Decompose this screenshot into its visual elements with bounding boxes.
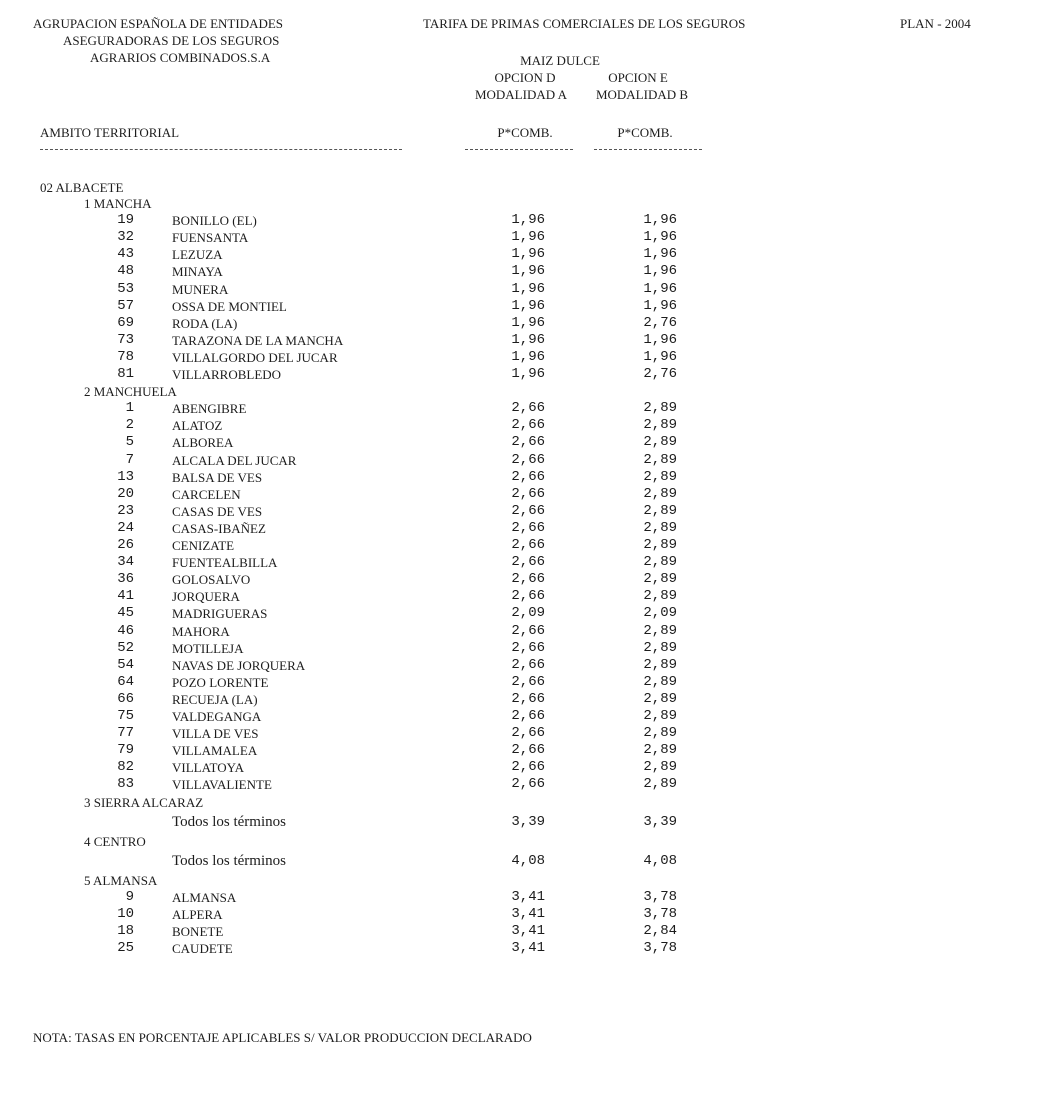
municipality-name: BONILLO (EL) (172, 213, 257, 228)
municipality-code: 18 (117, 923, 134, 939)
premium-rate-option-e: 1,96 (643, 281, 677, 297)
table-row (0, 316, 1039, 333)
premium-rate-option-d: 1,96 (511, 246, 545, 262)
municipality-code: 9 (125, 889, 134, 905)
footnote: NOTA: TASAS EN PORCENTAJE APLICABLES S/ VALOR PRODUCCION DECLARADO (33, 1030, 532, 1045)
municipality-name: Todos los términos (172, 853, 286, 869)
table-row (0, 264, 1039, 281)
table-row (0, 555, 1039, 572)
table-row (0, 350, 1039, 367)
divider-comb-b (594, 149, 702, 150)
premium-rate-option-d: 2,66 (511, 417, 545, 433)
municipality-name: ALBOREA (172, 435, 234, 450)
municipality-name: VILLA DE VES (172, 726, 259, 741)
municipality-name: RODA (LA) (172, 316, 238, 331)
table-row (0, 504, 1039, 521)
municipality-code: 46 (117, 623, 134, 639)
table-row (0, 709, 1039, 726)
municipality-name: MINAYA (172, 264, 223, 279)
table-row (0, 641, 1039, 658)
premium-rate-option-e: 1,96 (643, 246, 677, 262)
table-row (0, 815, 1039, 832)
municipality-code: 1 (125, 400, 134, 416)
municipality-code: 43 (117, 246, 134, 262)
divider-comb-a (465, 149, 573, 150)
municipality-code: 82 (117, 759, 134, 775)
region-heading: 3 SIERRA ALCARAZ (84, 795, 204, 810)
premium-rate-option-d: 2,66 (511, 520, 545, 536)
table-row (0, 333, 1039, 350)
premium-rate-option-e: 2,89 (643, 503, 677, 519)
premium-rate-option-d: 1,96 (511, 212, 545, 228)
municipality-code: 48 (117, 263, 134, 279)
premium-rate-option-d: 2,66 (511, 725, 545, 741)
table-row (0, 435, 1039, 452)
premium-rate-option-d: 1,96 (511, 349, 545, 365)
table-row (0, 453, 1039, 470)
premium-rate-option-e: 2,84 (643, 923, 677, 939)
premium-rate-option-e: 2,89 (643, 469, 677, 485)
table-row (0, 658, 1039, 675)
municipality-code: 19 (117, 212, 134, 228)
municipality-code: 45 (117, 605, 134, 621)
org-name-line-2: ASEGURADORAS DE LOS SEGUROS (63, 33, 280, 48)
premium-rate-option-e: 2,89 (643, 776, 677, 792)
premium-rate-option-e: 4,08 (643, 853, 677, 869)
municipality-code: 81 (117, 366, 134, 382)
premium-rate-option-d: 2,66 (511, 486, 545, 502)
municipality-name: MUNERA (172, 282, 229, 297)
premium-rate-option-d: 2,66 (511, 708, 545, 724)
premium-rate-option-d: 1,96 (511, 332, 545, 348)
municipality-code: 83 (117, 776, 134, 792)
premium-rate-option-e: 2,89 (643, 400, 677, 416)
premium-rate-option-d: 1,96 (511, 366, 545, 382)
municipality-code: 53 (117, 281, 134, 297)
premium-rate-option-d: 3,41 (511, 923, 545, 939)
column-header-comb-b: P*COMB. (617, 125, 673, 140)
municipality-code: 2 (125, 417, 134, 433)
premium-rate-option-d: 2,66 (511, 588, 545, 604)
premium-rate-option-e: 3,78 (643, 889, 677, 905)
premium-rate-option-e: 1,96 (643, 263, 677, 279)
modality-a-label: MODALIDAD A (474, 87, 568, 102)
premium-rate-option-d: 1,96 (511, 281, 545, 297)
municipality-name: MAHORA (172, 624, 230, 639)
municipality-name: JORQUERA (172, 589, 240, 604)
premium-rate-option-e: 2,89 (643, 708, 677, 724)
premium-rate-option-d: 2,66 (511, 776, 545, 792)
premium-rate-option-d: 3,39 (511, 814, 545, 830)
municipality-code: 5 (125, 434, 134, 450)
premium-rate-option-e: 2,89 (643, 640, 677, 656)
premium-rate-option-d: 2,66 (511, 640, 545, 656)
premium-rate-option-d: 1,96 (511, 315, 545, 331)
premium-rate-option-e: 2,89 (643, 554, 677, 570)
region-heading: 4 CENTRO (84, 834, 146, 849)
column-header-comb-a: P*COMB. (497, 125, 553, 140)
municipality-name: OSSA DE MONTIEL (172, 299, 287, 314)
table-row (0, 418, 1039, 435)
premium-rate-option-e: 2,89 (643, 725, 677, 741)
premium-rate-option-e: 2,89 (643, 623, 677, 639)
municipality-name: FUENTEALBILLA (172, 555, 278, 570)
premium-rate-option-e: 1,96 (643, 212, 677, 228)
table-row (0, 924, 1039, 941)
municipality-code: 41 (117, 588, 134, 604)
table-row (0, 572, 1039, 589)
municipality-name: BONETE (172, 924, 224, 939)
premium-rate-option-e: 1,96 (643, 298, 677, 314)
table-row (0, 743, 1039, 760)
premium-rate-option-e: 2,89 (643, 537, 677, 553)
premium-rate-option-d: 2,66 (511, 503, 545, 519)
premium-rate-option-d: 3,41 (511, 940, 545, 956)
municipality-name: MOTILLEJA (172, 641, 244, 656)
table-row (0, 624, 1039, 641)
municipality-code: 78 (117, 349, 134, 365)
column-header-territory: AMBITO TERRITORIAL (40, 125, 180, 140)
municipality-name: GOLOSALVO (172, 572, 251, 587)
premium-rate-option-d: 2,66 (511, 469, 545, 485)
table-row (0, 247, 1039, 264)
municipality-name: CENIZATE (172, 538, 235, 553)
municipality-name: ALCALA DEL JUCAR (172, 453, 297, 468)
premium-rate-option-d: 2,66 (511, 623, 545, 639)
table-row (0, 213, 1039, 230)
table-row (0, 487, 1039, 504)
municipality-name: CASAS-IBAÑEZ (172, 521, 266, 536)
premium-rate-option-e: 3,39 (643, 814, 677, 830)
municipality-name: VALDEGANGA (172, 709, 262, 724)
premium-rate-option-d: 2,66 (511, 434, 545, 450)
table-row (0, 606, 1039, 623)
premium-rate-option-e: 2,89 (643, 742, 677, 758)
municipality-name: ALATOZ (172, 418, 223, 433)
municipality-name: LEZUZA (172, 247, 223, 262)
premium-rate-option-d: 1,96 (511, 298, 545, 314)
municipality-code: 24 (117, 520, 134, 536)
option-d-label: OPCION D (494, 70, 556, 85)
municipality-code: 77 (117, 725, 134, 741)
premium-rate-option-e: 2,89 (643, 417, 677, 433)
premium-rate-option-d: 2,66 (511, 657, 545, 673)
premium-rate-option-d: 2,66 (511, 452, 545, 468)
table-row (0, 692, 1039, 709)
municipality-name: ALPERA (172, 907, 223, 922)
premium-rate-option-e: 2,89 (643, 657, 677, 673)
municipality-code: 32 (117, 229, 134, 245)
premium-rate-option-d: 4,08 (511, 853, 545, 869)
municipality-code: 26 (117, 537, 134, 553)
premium-rate-option-e: 3,78 (643, 940, 677, 956)
premium-rate-option-d: 2,66 (511, 537, 545, 553)
municipality-code: 69 (117, 315, 134, 331)
premium-rate-option-e: 2,89 (643, 520, 677, 536)
premium-rate-option-e: 2,89 (643, 674, 677, 690)
premium-rate-option-d: 1,96 (511, 263, 545, 279)
municipality-code: 57 (117, 298, 134, 314)
municipality-code: 79 (117, 742, 134, 758)
table-row (0, 890, 1039, 907)
table-row (0, 470, 1039, 487)
municipality-code: 7 (125, 452, 134, 468)
table-row (0, 589, 1039, 606)
region-heading: 2 MANCHUELA (84, 384, 177, 399)
municipality-code: 34 (117, 554, 134, 570)
premium-rate-option-d: 3,41 (511, 906, 545, 922)
premium-rate-option-e: 2,89 (643, 759, 677, 775)
municipality-name: VILLAMALEA (172, 743, 258, 758)
plan-label: PLAN - 2004 (900, 16, 971, 31)
table-row (0, 401, 1039, 418)
premium-rate-option-d: 2,66 (511, 400, 545, 416)
municipality-name: Todos los términos (172, 814, 286, 830)
premium-rate-option-d: 2,09 (511, 605, 545, 621)
org-name-line-1: AGRUPACION ESPAÑOLA DE ENTIDADES (33, 16, 284, 31)
premium-rate-option-e: 2,89 (643, 691, 677, 707)
municipality-name: MADRIGUERAS (172, 606, 268, 621)
premium-rate-option-e: 2,89 (643, 452, 677, 468)
crop-name: MAIZ DULCE (520, 53, 600, 68)
municipality-name: CARCELEN (172, 487, 241, 502)
table-row (0, 854, 1039, 871)
municipality-code: 73 (117, 332, 134, 348)
municipality-name: NAVAS DE JORQUERA (172, 658, 306, 673)
premium-rate-option-e: 2,89 (643, 486, 677, 502)
premium-rate-option-d: 2,66 (511, 554, 545, 570)
table-row (0, 760, 1039, 777)
premium-rate-option-d: 2,66 (511, 674, 545, 690)
municipality-name: VILLATOYA (172, 760, 244, 775)
premium-rate-option-e: 2,09 (643, 605, 677, 621)
table-row (0, 282, 1039, 299)
table-row (0, 907, 1039, 924)
municipality-name: POZO LORENTE (172, 675, 269, 690)
municipality-code: 64 (117, 674, 134, 690)
municipality-name: VILLAVALIENTE (172, 777, 272, 792)
premium-rate-option-e: 3,78 (643, 906, 677, 922)
document-title: TARIFA DE PRIMAS COMERCIALES DE LOS SEGUROS (423, 16, 746, 31)
region-heading: 1 MANCHA (84, 196, 152, 211)
premium-rate-option-e: 2,76 (643, 315, 677, 331)
premium-rate-option-d: 2,66 (511, 571, 545, 587)
premium-rate-option-e: 2,76 (643, 366, 677, 382)
premium-rate-option-d: 2,66 (511, 742, 545, 758)
province-heading: 02 ALBACETE (40, 180, 124, 195)
table-row (0, 777, 1039, 794)
premium-rate-option-e: 1,96 (643, 229, 677, 245)
divider-territory (40, 149, 402, 150)
municipality-name: CASAS DE VES (172, 504, 263, 519)
municipality-name: BALSA DE VES (172, 470, 263, 485)
table-row (0, 941, 1039, 958)
table-row (0, 230, 1039, 247)
premium-rate-option-d: 1,96 (511, 229, 545, 245)
table-row (0, 726, 1039, 743)
municipality-code: 25 (117, 940, 134, 956)
municipality-name: VILLALGORDO DEL JUCAR (172, 350, 338, 365)
premium-rate-option-e: 2,89 (643, 434, 677, 450)
premium-rate-option-e: 1,96 (643, 332, 677, 348)
municipality-code: 54 (117, 657, 134, 673)
premium-rate-option-e: 2,89 (643, 571, 677, 587)
municipality-code: 52 (117, 640, 134, 656)
municipality-name: ALMANSA (172, 890, 237, 905)
municipality-code: 10 (117, 906, 134, 922)
municipality-code: 23 (117, 503, 134, 519)
table-row (0, 299, 1039, 316)
region-heading: 5 ALMANSA (84, 873, 158, 888)
option-e-label: OPCION E (608, 70, 668, 85)
municipality-name: VILLARROBLEDO (172, 367, 282, 382)
org-name-line-3: AGRARIOS COMBINADOS.S.A (90, 50, 271, 65)
premium-rate-option-d: 2,66 (511, 691, 545, 707)
municipality-code: 36 (117, 571, 134, 587)
municipality-name: TARAZONA DE LA MANCHA (172, 333, 344, 348)
municipality-name: FUENSANTA (172, 230, 249, 245)
municipality-code: 75 (117, 708, 134, 724)
premium-rate-option-e: 2,89 (643, 588, 677, 604)
municipality-name: ABENGIBRE (172, 401, 247, 416)
municipality-code: 66 (117, 691, 134, 707)
premium-rate-option-e: 1,96 (643, 349, 677, 365)
table-row (0, 521, 1039, 538)
table-row (0, 538, 1039, 555)
premium-rate-option-d: 2,66 (511, 759, 545, 775)
municipality-code: 20 (117, 486, 134, 502)
table-row (0, 675, 1039, 692)
premium-rate-option-d: 3,41 (511, 889, 545, 905)
municipality-name: CAUDETE (172, 941, 233, 956)
modality-b-label: MODALIDAD B (595, 87, 689, 102)
municipality-name: RECUEJA (LA) (172, 692, 258, 707)
municipality-code: 13 (117, 469, 134, 485)
table-row (0, 367, 1039, 384)
